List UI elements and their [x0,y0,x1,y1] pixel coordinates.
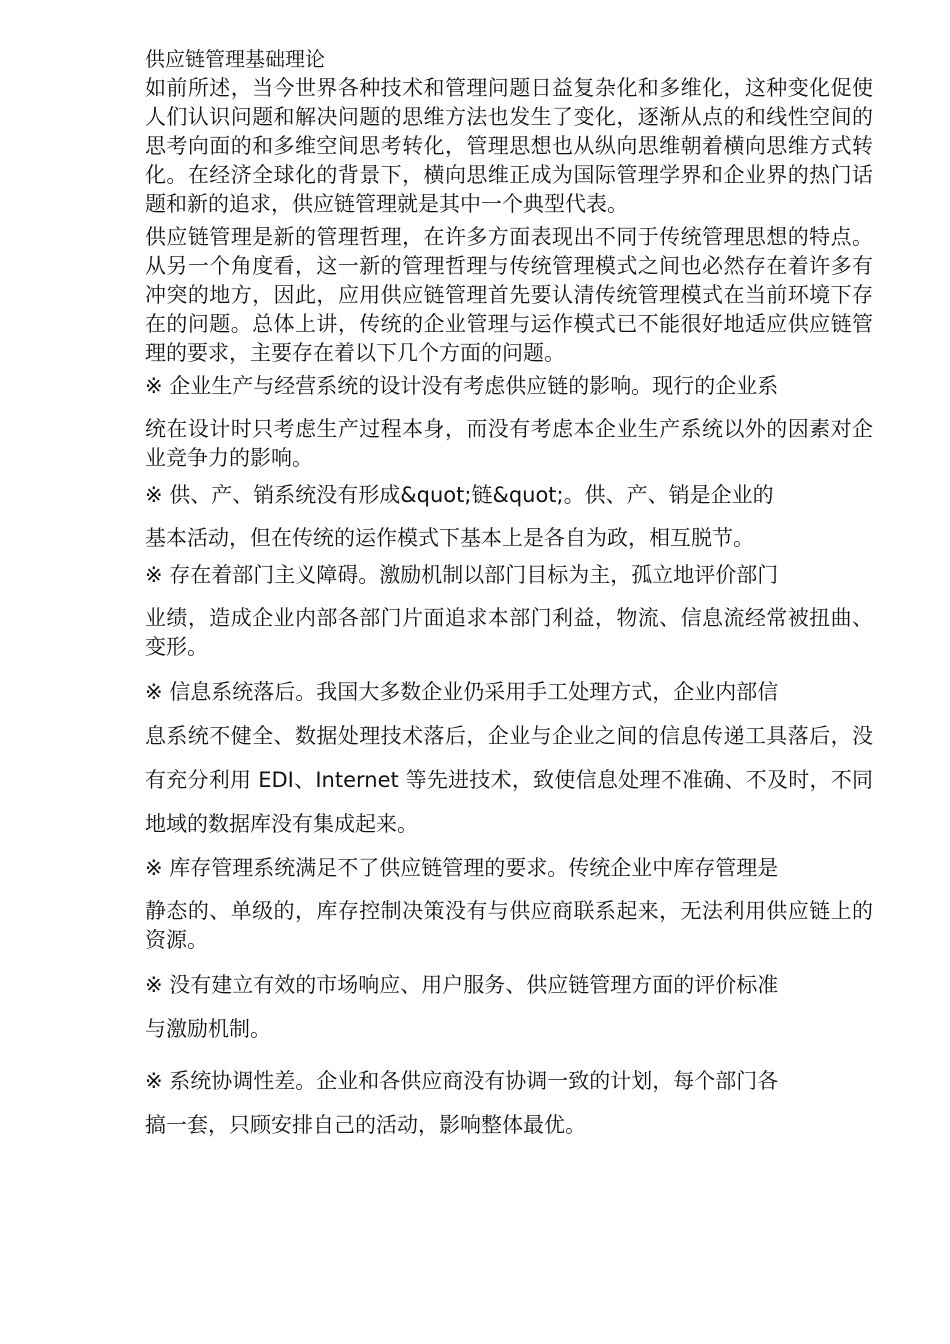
bullet-item-evaluation [145,963,873,1051]
bullet-item-inventory [145,854,873,955]
bullet-first-line: ※ 没有建立有效的市场响应、用户服务、供应链管理方面的评价标准 [145,973,779,997]
bullet-first-line: ※ 供、产、销系统没有形成&quot;链&quot;。供、产、销是企业的 [145,483,774,507]
bullet-item-coordination [145,1059,873,1147]
intro-paragraph: 如前所述，当今世界各种技术和管理问题日益复杂化和多维化，这种变化促使人们认识问题和解决问题的思维方法也发生了变化，逐渐从点的和线性空间的思考向面的和多维空间思考转化，管理思想也从纵向思维朝着横向思维方式转化。在经济全球化的背景下，横向思维正成为国际管理学界和企业界的热门话题和新的追求，供应链管理就是其中一个典型代表。 [145,76,873,216]
bullet-continuation: 与激励机制。 [145,1017,271,1041]
bullet-first-line: ※ 库存管理系统满足不了供应链管理的要求。传统企业中库存管理是 [145,856,779,880]
bullet-item-information [145,670,873,846]
bullet-first-line: ※ 企业生产与经营系统的设计没有考虑供应链的影响。现行的企业系 [145,374,779,398]
bullet-continuation: 业绩，造成企业内部各部门片面追求本部门利益，物流、信息流经常被扭曲、变形。 [145,606,873,659]
bullet-first-line: ※ 信息系统落后。我国大多数企业仍采用手工处理方式，企业内部信 [145,680,779,704]
document-title: 供应链管理基础理论 [145,47,325,71]
bullet-continuation: 基本活动，但在传统的运作模式下基本上是各自为政，相互脱节。 [145,526,754,550]
bullet-first-line: ※ 系统协调性差。企业和各供应商没有协调一致的计划，每个部门各 [145,1069,779,1093]
bullet-item-design [145,372,873,473]
bullet-continuation: 静态的、单级的，库存控制决策没有与供应商联系起来，无法利用供应链上的资源。 [145,899,873,952]
bullet-continuation: 息系统不健全、数据处理技术落后，企业与企业之间的信息传递工具落后，没有充分利用 EDI、Internet 等先进技术，致使信息处理不准确、不及时，不同地域的数据库没有集成起来。 [145,724,873,836]
bullet-item-chain [145,481,873,553]
problems-intro-paragraph: 供应链管理是新的管理哲理，在许多方面表现出不同于传统管理思想的特点。从另一个角度看，这一新的管理哲理与传统管理模式之间也必然存在着许多有冲突的地方，因此，应用供应链管理首先要认清传统管理模式在当前环境下存在的问题。总体上讲，传统的企业管理与运作模式已不能很好地适应供应链管理的要求，主要存在着以下几个方面的问题。 [145,225,873,365]
bullet-continuation: 搞一套，只顾安排自己的活动，影响整体最优。 [145,1113,586,1137]
bullet-continuation: 统在设计时只考虑生产过程本身，而没有考虑本企业生产系统以外的因素对企业竞争力的影响。 [145,417,873,470]
document-page [145,44,873,1155]
bullet-first-line: ※ 存在着部门主义障碍。激励机制以部门目标为主，孤立地评价部门 [145,563,779,587]
bullet-item-departments [145,561,873,662]
